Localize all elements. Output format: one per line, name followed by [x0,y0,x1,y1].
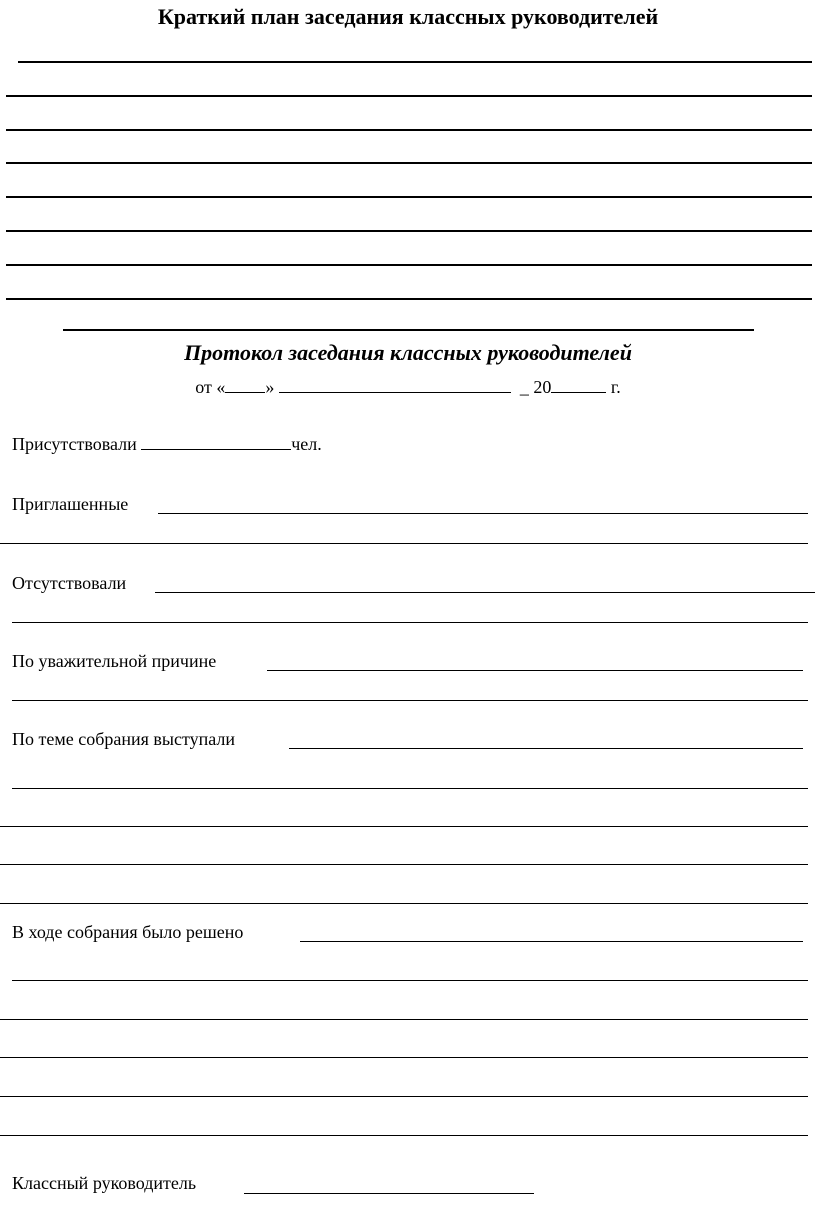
protocol-title: Протокол заседания классных руководителей [184,340,632,365]
plan-line[interactable] [6,129,812,131]
date-month-field[interactable] [279,391,511,393]
valid-reason-field-line[interactable] [12,700,808,701]
invited-label: Приглашенные [12,494,129,514]
absent-field[interactable] [155,592,815,593]
decided-field-line[interactable] [12,980,808,981]
date-day-field[interactable] [225,391,265,393]
present-unit: чел. [291,434,322,454]
plan-line[interactable] [18,61,812,63]
plan-line[interactable] [6,264,812,266]
decided-label: В ходе собрания было решено [12,922,244,942]
decided-field-line[interactable] [0,1096,808,1097]
date-year-field[interactable] [551,391,606,393]
valid-reason-field[interactable] [267,670,803,671]
plan-line[interactable] [6,230,812,232]
protocol-date-line [0,377,816,398]
speakers-field-line[interactable] [0,864,808,865]
invited-field-line[interactable] [0,543,808,544]
valid-reason-label: По уважительной причине [12,651,217,671]
speakers-field-line[interactable] [0,903,808,904]
speakers-field-line[interactable] [0,826,808,827]
decided-field-line[interactable] [0,1019,808,1020]
decided-field-line[interactable] [0,1135,808,1136]
teacher-label: Классный руководитель [12,1173,197,1193]
teacher-signature-field[interactable] [244,1193,534,1194]
date-prefix: от « [195,377,226,397]
date-mid: » [265,377,275,397]
decided-field[interactable] [300,941,803,942]
plan-title: Краткий план заседания классных руководителей [157,4,659,29]
speakers-field-line[interactable] [12,788,808,789]
present-count-field[interactable] [141,448,291,450]
present-row [12,434,322,455]
absent-field-line[interactable] [12,622,808,623]
invited-field[interactable] [158,513,808,514]
plan-line[interactable] [6,196,812,198]
plan-line[interactable] [6,95,812,97]
date-suffix: г. [610,377,621,397]
date-year-prefix: _ 20 [519,377,552,397]
absent-label: Отсутствовали [12,573,127,593]
plan-line[interactable] [6,162,812,164]
section-divider [63,329,754,331]
present-label: Присутствовали [12,434,137,454]
speakers-field[interactable] [289,748,803,749]
plan-line[interactable] [6,298,812,300]
decided-field-line[interactable] [0,1057,808,1058]
speakers-label: По теме собрания выступали [12,729,236,749]
